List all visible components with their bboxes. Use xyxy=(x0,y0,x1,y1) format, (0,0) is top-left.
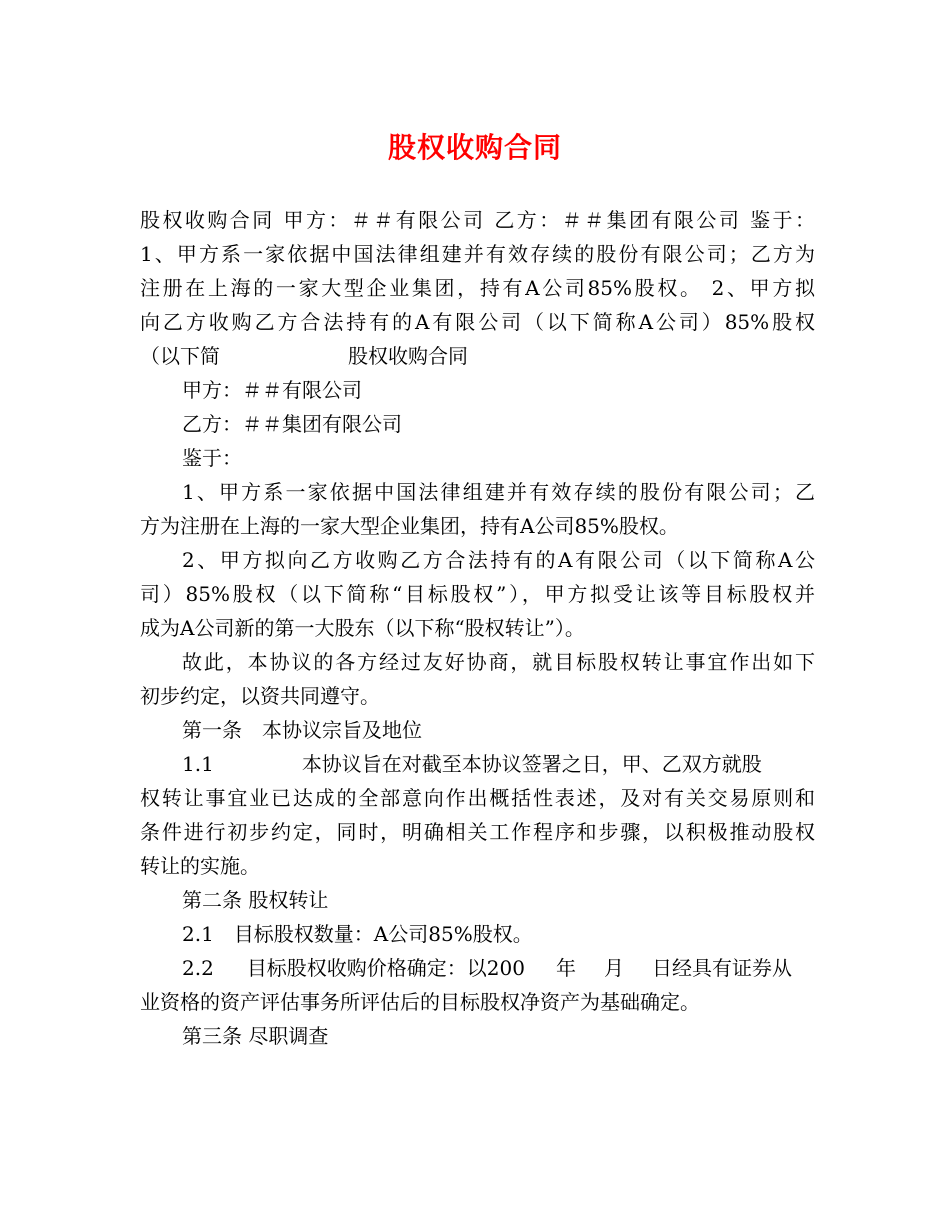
summary-repeat-title: 股权收购合同 xyxy=(348,344,468,368)
article-1-line: 条件进行初步约定，同时，明确相关工作程序和步骤，以积极推动股权 xyxy=(140,820,815,844)
summary-line: 股权收购合同 甲方：＃＃有限公司 乙方：＃＃集团有限公司 鉴于： xyxy=(140,208,815,232)
article-3-heading: 第三条 尽职调查 xyxy=(182,1024,329,1048)
clause-1-line: 1、甲方系一家依据中国法律组建并有效存续的股份有限公司；乙 xyxy=(182,480,815,504)
article-1-line: 权转让事宜业已达成的全部意向作出概括性表述，及对有关交易原则和 xyxy=(140,786,815,810)
article-2-2-day: 日经具有证券从 xyxy=(652,956,792,980)
article-1-1-text: 本协议旨在对截至本协议签署之日，甲、乙双方就股 xyxy=(301,752,762,776)
summary-line: 向乙方收购乙方合法持有的A有限公司（以下简称A公司）85%股权 xyxy=(140,310,815,334)
article-1-line: 转让的实施。 xyxy=(140,854,260,878)
article-2-2-text: 目标股权收购价格确定：以200 xyxy=(246,956,525,980)
article-2-2-line-2: 业资格的资产评估事务所评估后的目标股权净资产为基础确定。 xyxy=(140,990,700,1014)
clause-2-line: 司）85%股权（以下简称“目标股权”），甲方拟受让该等目标股权并 xyxy=(140,582,815,606)
article-2-2-line xyxy=(140,951,815,985)
article-2-1-line xyxy=(140,917,815,951)
document-title: 股权收购合同 xyxy=(387,131,562,164)
summary-line: 注册在上海的一家大型企业集团，持有A公司85%股权。 2、甲方拟 xyxy=(140,276,815,300)
document-body xyxy=(140,203,815,1053)
summary-line xyxy=(140,339,815,373)
summary-fragment: （以下简 xyxy=(140,344,220,368)
summary-line: 1、甲方系一家依据中国法律组建并有效存续的股份有限公司；乙方为 xyxy=(140,242,815,266)
clause-1-line: 方为注册在上海的一家大型企业集团，持有A公司85%股权。 xyxy=(140,514,679,538)
article-2-2-year: 年 xyxy=(556,956,576,980)
consensus-line: 初步约定，以资共同遵守。 xyxy=(140,684,380,708)
article-2-1-number: 2.1 xyxy=(182,922,214,946)
clause-2-line: 2、甲方拟向乙方收购乙方合法持有的A有限公司（以下简称A公 xyxy=(182,548,815,572)
article-2-2-month: 月 xyxy=(604,956,624,980)
consensus-line: 故此，本协议的各方经过友好协商，就目标股权转让事宜作出如下 xyxy=(182,650,815,674)
article-1-heading: 第一条 本协议宗旨及地位 xyxy=(182,718,422,742)
whereas-heading: 鉴于： xyxy=(182,446,242,470)
party-b: 乙方：＃＃集团有限公司 xyxy=(182,412,402,436)
article-2-1-text: 目标股权数量：A公司85%股权。 xyxy=(233,922,533,946)
party-a: 甲方：＃＃有限公司 xyxy=(182,378,362,402)
clause-2-line: 成为A公司新的第一大股东（以下称“股权转让”）。 xyxy=(140,616,585,640)
article-2-heading: 第二条 股权转让 xyxy=(182,888,329,912)
article-2-2-number: 2.2 xyxy=(182,956,214,980)
article-1-1-number: 1.1 xyxy=(182,752,214,776)
article-1-1-line xyxy=(140,747,815,781)
